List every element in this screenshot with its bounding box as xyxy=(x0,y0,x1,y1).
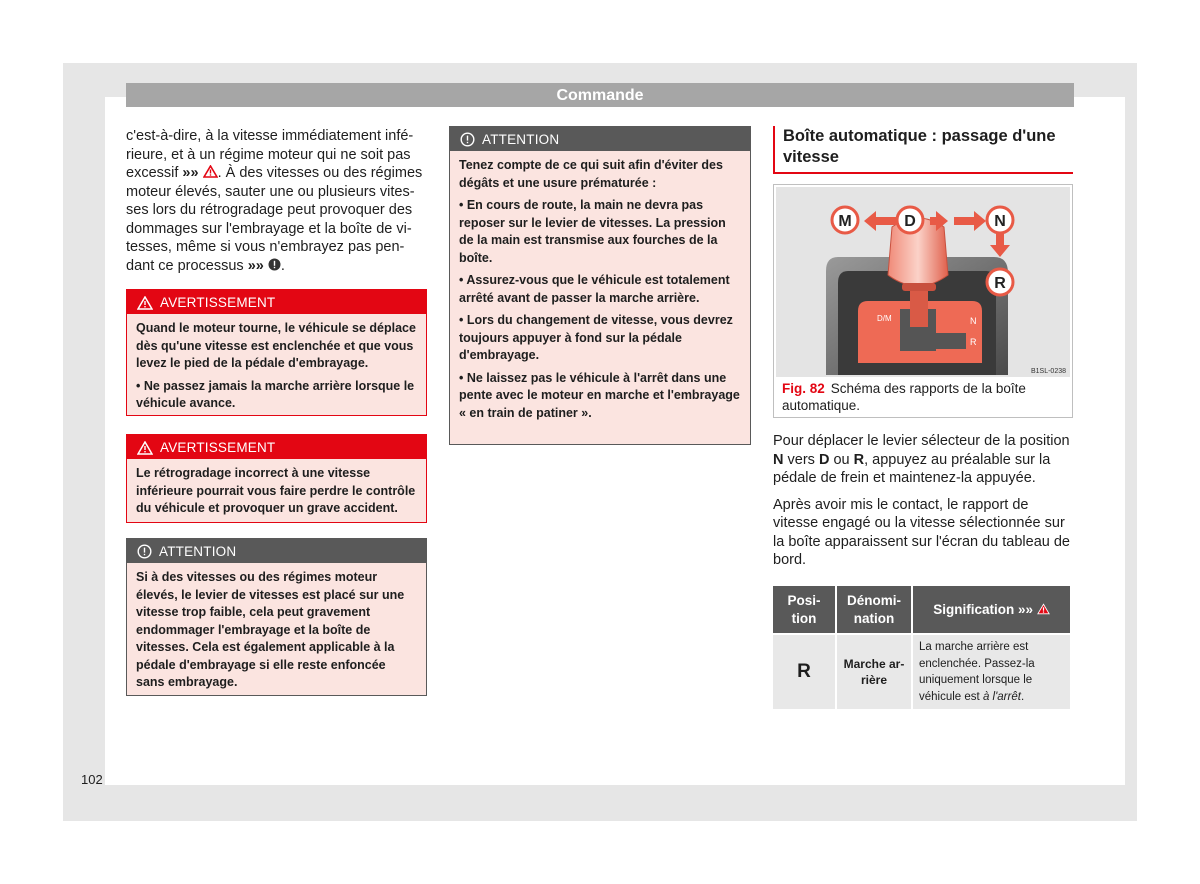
page-header: Commande xyxy=(126,83,1074,107)
svg-text:N: N xyxy=(994,213,1006,230)
attention-header: ATTENTION xyxy=(127,539,426,563)
attention-bullet: • Lors du changement de vitesse, vous devrez toujours appuyer à fond sur la pédale d'embrayage. xyxy=(459,313,733,362)
page-number: 102 xyxy=(81,772,103,787)
column-header-denomination: Dénomi- nation xyxy=(837,586,911,633)
warning-triangle-icon xyxy=(1037,603,1050,615)
info-circle-icon xyxy=(137,544,152,559)
warning-bullet: • Ne passez jamais la marche arrière lorsque le véhicule avance. xyxy=(136,378,415,410)
gate-label-n: N xyxy=(970,316,977,326)
attention-bullet: • Ne laissez pas le véhicule à l'arrêt dans une pente avec le moteur en marche et l'embrayage « en train de patiner ». xyxy=(459,370,740,420)
gear-shift-diagram xyxy=(776,187,1070,377)
body-text xyxy=(773,432,1073,578)
warning-triangle-icon xyxy=(203,165,218,178)
svg-text:R: R xyxy=(994,275,1006,292)
body-paragraph: c'est-à-dire, à la vitesse immédiatement infé- rieure, et à un régime moteur qui ne soit pas excessif »» . À des vitesses ou des régimes moteur élevés, sauter une ou plusieurs vites- ses lors du rétrogradage peut provoquer des dommages sur l'embrayage et la boîte de vi- tesses, même si vous n'embrayez pas pen- dant ce processus »» . xyxy=(126,128,423,274)
attention-box xyxy=(126,538,427,696)
continue-arrows: »» xyxy=(182,165,199,181)
warning-box xyxy=(126,289,427,416)
position-d-badge xyxy=(897,207,923,233)
column-header-position: Posi- tion xyxy=(773,586,835,633)
gate-label-r: R xyxy=(970,337,977,347)
warning-header: AVERTISSEMENT xyxy=(127,290,426,314)
position-n-badge xyxy=(987,207,1013,233)
paragraph: Après avoir mis le contact, le rapport de vitesse engagé ou la vitesse sélectionnée sur la boîte apparaissent sur l'écran du tableau de bord. xyxy=(773,496,1070,568)
attention-bullet: • Assurez-vous que le véhicule est totalement arrêté avant de passer la marche arrière. xyxy=(459,273,730,305)
figure xyxy=(773,184,1073,418)
warning-header: AVERTISSEMENT xyxy=(127,435,426,459)
svg-text:M: M xyxy=(838,213,852,230)
figure-code: B1SL-0238 xyxy=(1030,368,1066,375)
attention-header: ATTENTION xyxy=(450,127,750,151)
position-m-badge xyxy=(832,207,858,233)
cell-denomination: Marche ar- rière xyxy=(837,633,911,709)
gear-selector-illustration xyxy=(776,187,1070,377)
figure-caption: Fig. 82 Schéma des rapports de la boîte automatique. xyxy=(782,381,1026,413)
attention-box xyxy=(449,126,751,445)
attention-bullet: • En cours de route, la main ne devra pas reposer sur le levier de vitesses. La pression de la main est transmise aux fourches de la boîte. xyxy=(459,198,726,265)
attention-text: Si à des vitesses ou des régimes moteur élevés, le levier de vitesses est placé sur une vitesse trop faible, cela peut gravement endommager l'embrayage et la boîte de vitesses. Cela est également applicable à la pédale d'embrayage si elle reste enfoncée sans embrayage. xyxy=(136,570,405,689)
attention-intro: Tenez compte de ce qui suit afin d'éviter des dégâts et une usure prématurée : xyxy=(459,158,723,190)
position-r-badge xyxy=(987,269,1013,295)
continue-arrows: »» xyxy=(247,257,264,274)
figure-label: Fig. 82 xyxy=(782,381,825,396)
column-header-signification: Signification »» xyxy=(913,586,1070,633)
table-row xyxy=(773,633,1070,709)
warning-text: Le rétrogradage incorrect à une vitesse inférieure pourrait vous faire perdre le contrôle du véhicule et provoquer un grave accident. xyxy=(136,466,416,515)
warning-text: Quand le moteur tourne, le véhicule se déplace dès qu'une vitesse est enclenchée et que vous levez le pied de la pédale d'embrayage. xyxy=(136,321,416,370)
gear-position-table xyxy=(771,586,1072,709)
stop-circle-icon xyxy=(268,258,281,271)
paragraph: Pour déplacer le levier sélecteur de la position N vers D ou R, appuyez au préalable sur la pédale de frein et maintenez-la appuyée. xyxy=(773,433,1070,486)
section-title: Boîte automatique : passage d'une vitesse xyxy=(773,126,1073,174)
info-circle-icon xyxy=(460,132,475,147)
gate-label-dm: D/M xyxy=(877,314,892,323)
cell-signification: La marche arrière est enclenchée. Passez-la uniquement lorsque le véhicule est à l'arrêt. xyxy=(913,633,1070,709)
svg-text:D: D xyxy=(904,213,916,230)
warning-triangle-icon xyxy=(137,441,153,455)
warning-box xyxy=(126,434,427,523)
cell-position: R xyxy=(773,633,835,709)
warning-triangle-icon xyxy=(137,296,153,310)
